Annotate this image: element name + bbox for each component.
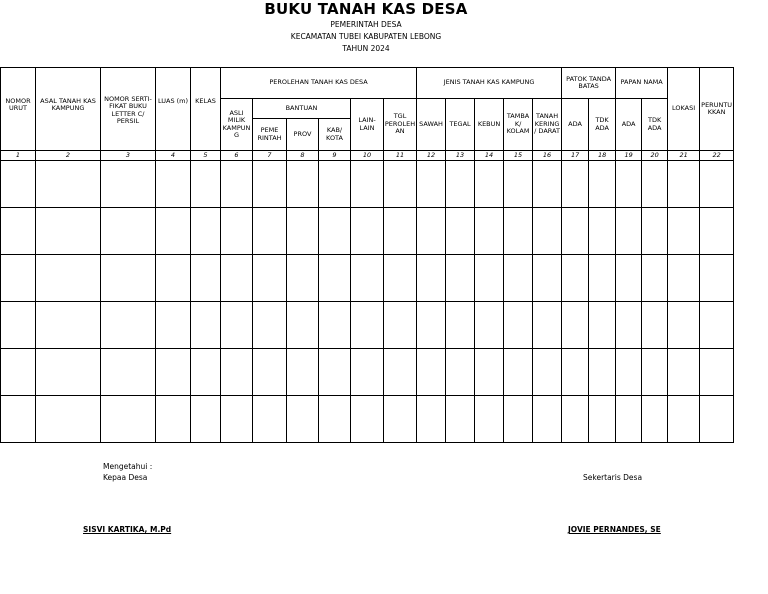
table-cell xyxy=(504,349,533,396)
table-cell xyxy=(191,208,221,255)
table-cell xyxy=(1,161,36,208)
table-cell xyxy=(319,255,351,302)
col-header-asal-tanah: ASAL TANAH KAS KAMPUNG xyxy=(36,68,101,151)
table-row xyxy=(1,396,734,443)
sekretaris-desa-label: Sekertaris Desa xyxy=(583,473,643,482)
table-cell xyxy=(533,349,562,396)
table-row xyxy=(1,161,734,208)
table-cell xyxy=(253,255,287,302)
col-header-luas: LUAS (m) xyxy=(156,68,191,151)
col-header-tegal: TEGAL xyxy=(446,99,475,151)
col-header-sawah: SAWAH xyxy=(417,99,446,151)
column-number: 16 xyxy=(533,151,562,161)
table-cell xyxy=(642,349,668,396)
document-title: BUKU TANAH KAS DESA xyxy=(264,0,468,18)
column-number: 20 xyxy=(642,151,668,161)
table-cell xyxy=(319,161,351,208)
table-cell xyxy=(319,302,351,349)
table-cell xyxy=(562,255,589,302)
table-cell xyxy=(221,349,253,396)
table-cell xyxy=(589,302,616,349)
government-label: PEMERINTAH DESA xyxy=(330,20,402,29)
table-cell xyxy=(101,302,156,349)
table-cell xyxy=(589,349,616,396)
table-cell xyxy=(642,255,668,302)
table-cell xyxy=(446,161,475,208)
table-cell xyxy=(1,255,36,302)
col-header-pemerintah: PEME RINTAH xyxy=(253,119,287,151)
col-header-tgl-perolehan: TGL PEROLEH AN xyxy=(384,99,417,151)
table-cell xyxy=(1,396,36,443)
table-cell xyxy=(668,396,700,443)
column-number: 5 xyxy=(191,151,221,161)
table-cell xyxy=(504,255,533,302)
table-cell xyxy=(562,161,589,208)
table-cell xyxy=(156,161,191,208)
column-number: 14 xyxy=(475,151,504,161)
table-cell xyxy=(475,349,504,396)
table-cell xyxy=(504,302,533,349)
col-header-asli-milik: ASLI MILIK KAMPUN G xyxy=(221,99,253,151)
table-cell xyxy=(221,302,253,349)
col-header-nomor-sertifikat: NOMOR SERTI-FIKAT BUKU LETTER C/ PERSIL xyxy=(101,68,156,151)
table-cell xyxy=(253,302,287,349)
table-cell xyxy=(36,208,101,255)
table-cell xyxy=(616,349,642,396)
col-header-patok-ada: ADA xyxy=(562,99,589,151)
col-header-kab-kota: KAB/ KOTA xyxy=(319,119,351,151)
column-number: 6 xyxy=(221,151,253,161)
table-cell xyxy=(446,396,475,443)
table-cell xyxy=(1,302,36,349)
table-cell xyxy=(616,161,642,208)
table-cell xyxy=(36,302,101,349)
group-header-papan-nama: PAPAN NAMA xyxy=(616,68,668,99)
table-cell xyxy=(287,349,319,396)
column-number: 12 xyxy=(417,151,446,161)
table-cell xyxy=(700,349,734,396)
table-cell xyxy=(616,396,642,443)
col-header-tambak: TAMBA K/ KOLAM xyxy=(504,99,533,151)
table-cell xyxy=(287,255,319,302)
col-header-papan-ada: ADA xyxy=(616,99,642,151)
col-header-prov: PROV xyxy=(287,119,319,151)
table-cell xyxy=(351,349,384,396)
table-cell xyxy=(668,161,700,208)
table-cell xyxy=(533,161,562,208)
table-cell xyxy=(446,255,475,302)
table-cell xyxy=(351,302,384,349)
table-cell xyxy=(417,396,446,443)
column-number: 17 xyxy=(562,151,589,161)
table-cell xyxy=(36,161,101,208)
table-cell xyxy=(700,161,734,208)
table-cell xyxy=(589,396,616,443)
col-header-nomor-urut: NOMOR URUT xyxy=(1,68,36,151)
table-cell xyxy=(446,302,475,349)
sekretaris-desa-name: JOVIE PERNANDES, SE xyxy=(568,525,661,534)
col-header-peruntukan: PERUNTU KKAN xyxy=(700,68,734,151)
table-cell xyxy=(221,255,253,302)
column-number: 3 xyxy=(101,151,156,161)
table-row xyxy=(1,255,734,302)
kepala-desa-label: Kepaa Desa xyxy=(103,473,148,482)
table-cell xyxy=(351,208,384,255)
group-header-perolehan: PEROLEHAN TANAH KAS DESA xyxy=(221,68,417,99)
col-header-kelas: KELAS xyxy=(191,68,221,151)
table-cell xyxy=(1,349,36,396)
table-cell xyxy=(156,396,191,443)
table-cell xyxy=(384,161,417,208)
column-number: 11 xyxy=(384,151,417,161)
table-cell xyxy=(253,208,287,255)
table-cell xyxy=(156,208,191,255)
table-cell xyxy=(287,396,319,443)
table-cell xyxy=(384,255,417,302)
table-cell xyxy=(446,349,475,396)
table-cell xyxy=(417,161,446,208)
table-cell xyxy=(668,349,700,396)
col-header-patok-tdk-ada: TDK ADA xyxy=(589,99,616,151)
table-cell xyxy=(504,161,533,208)
table-cell xyxy=(562,396,589,443)
table-cell xyxy=(533,255,562,302)
table-cell xyxy=(287,208,319,255)
mengetahui-label: Mengetahui : xyxy=(103,462,153,471)
year-label: TAHUN 2024 xyxy=(342,44,390,53)
table-cell xyxy=(221,161,253,208)
table-cell xyxy=(562,208,589,255)
table-cell xyxy=(36,255,101,302)
group-header-patok: PATOK TANDA BATAS xyxy=(562,68,616,99)
table-cell xyxy=(319,349,351,396)
table-cell xyxy=(700,255,734,302)
table-cell xyxy=(319,208,351,255)
table-cell xyxy=(319,396,351,443)
table-cell xyxy=(668,255,700,302)
table-cell xyxy=(504,208,533,255)
column-number: 19 xyxy=(616,151,642,161)
table-cell xyxy=(475,161,504,208)
table-cell xyxy=(417,302,446,349)
table-cell xyxy=(191,302,221,349)
table-cell xyxy=(384,208,417,255)
col-header-papan-tdk-ada: TDK ADA xyxy=(642,99,668,151)
table-cell xyxy=(475,396,504,443)
table-cell xyxy=(287,161,319,208)
table-cell xyxy=(417,349,446,396)
group-header-bantuan: BANTUAN xyxy=(253,99,351,119)
table-cell xyxy=(253,161,287,208)
table-cell xyxy=(616,255,642,302)
table-cell xyxy=(417,208,446,255)
table-cell xyxy=(36,396,101,443)
table-cell xyxy=(642,208,668,255)
table-cell xyxy=(101,396,156,443)
table-cell xyxy=(589,255,616,302)
table-cell xyxy=(668,302,700,349)
table-cell xyxy=(351,161,384,208)
table-cell xyxy=(642,161,668,208)
table-row xyxy=(1,349,734,396)
column-number: 13 xyxy=(446,151,475,161)
district-label: KECAMATAN TUBEI KABUPATEN LEBONG xyxy=(290,32,442,41)
table-cell xyxy=(533,396,562,443)
table-cell xyxy=(384,396,417,443)
table-cell xyxy=(668,208,700,255)
table-cell xyxy=(191,396,221,443)
column-number: 10 xyxy=(351,151,384,161)
column-number: 21 xyxy=(668,151,700,161)
table-cell xyxy=(700,302,734,349)
table-cell xyxy=(101,208,156,255)
table-cell xyxy=(156,255,191,302)
table-cell xyxy=(221,208,253,255)
table-cell xyxy=(384,302,417,349)
table-cell xyxy=(1,208,36,255)
table-cell xyxy=(253,396,287,443)
table-cell xyxy=(221,396,253,443)
table-cell xyxy=(562,302,589,349)
table-cell xyxy=(533,208,562,255)
table-cell xyxy=(562,349,589,396)
table-cell xyxy=(156,302,191,349)
table-cell xyxy=(504,396,533,443)
column-number: 9 xyxy=(319,151,351,161)
table-cell xyxy=(36,349,101,396)
column-number: 18 xyxy=(589,151,616,161)
column-number-row xyxy=(1,151,734,161)
table-cell xyxy=(475,255,504,302)
table-row xyxy=(1,302,734,349)
col-header-lokasi: LOKASI xyxy=(668,68,700,151)
table-cell xyxy=(101,255,156,302)
table-cell xyxy=(191,255,221,302)
table-cell xyxy=(417,255,446,302)
table-cell xyxy=(642,302,668,349)
col-header-tanah-kering: TANAH KERING / DARAT xyxy=(533,99,562,151)
table-cell xyxy=(533,302,562,349)
table-cell xyxy=(351,396,384,443)
table-cell xyxy=(475,302,504,349)
table-cell xyxy=(384,349,417,396)
table-cell xyxy=(642,396,668,443)
table-cell xyxy=(351,255,384,302)
column-number: 2 xyxy=(36,151,101,161)
table-cell xyxy=(253,349,287,396)
table-cell xyxy=(589,208,616,255)
land-register-table xyxy=(0,67,734,443)
table-cell xyxy=(287,302,319,349)
table-cell xyxy=(616,208,642,255)
column-number: 7 xyxy=(253,151,287,161)
group-header-jenis-tanah: JENIS TANAH KAS KAMPUNG xyxy=(417,68,562,99)
column-number: 1 xyxy=(1,151,36,161)
column-number: 15 xyxy=(504,151,533,161)
table-cell xyxy=(191,349,221,396)
table-cell xyxy=(616,302,642,349)
table-cell xyxy=(700,396,734,443)
kepala-desa-name: SISVI KARTIKA, M.Pd xyxy=(83,525,172,534)
table-row xyxy=(1,208,734,255)
table-cell xyxy=(700,208,734,255)
table-cell xyxy=(475,208,504,255)
col-header-kebun: KEBUN xyxy=(475,99,504,151)
table-cell xyxy=(446,208,475,255)
table-cell xyxy=(156,349,191,396)
table-cell xyxy=(101,349,156,396)
col-header-lain-lain: LAIN-LAIN xyxy=(351,99,384,151)
column-number: 4 xyxy=(156,151,191,161)
table-cell xyxy=(101,161,156,208)
column-number: 22 xyxy=(700,151,734,161)
table-cell xyxy=(589,161,616,208)
column-number: 8 xyxy=(287,151,319,161)
table-cell xyxy=(191,161,221,208)
